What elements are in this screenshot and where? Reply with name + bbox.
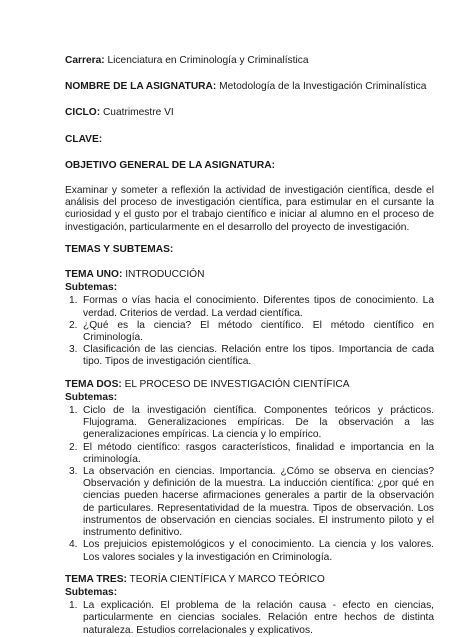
subtemas-label: Subtemas:: [65, 391, 118, 403]
item-text: El método científico: rasgos característicos, finalidad e importancia en la criminología.: [83, 441, 434, 465]
list-item: [65, 442, 434, 466]
asignatura-line: [65, 81, 434, 93]
tema-label: TEMA UNO:: [65, 269, 123, 281]
tema-label: TEMA TRES:: [65, 573, 127, 585]
tema-title: INTRODUCCIÓN: [125, 269, 205, 281]
tema-dos-list: [65, 405, 434, 564]
clave-label: CLAVE:: [65, 133, 103, 145]
tema-uno-list: [65, 295, 434, 368]
item-number: 3.: [69, 466, 78, 478]
ciclo-line: [65, 107, 434, 119]
tema-uno-heading: [65, 269, 434, 281]
item-number: 2.: [69, 319, 78, 331]
item-number: 4.: [69, 539, 78, 551]
tema-title: TEORÍA CIENTÍFICA Y MARCO TEÓRICO: [129, 573, 325, 585]
item-text: ¿Qué es la ciencia? El método científico. El método científico en Criminología.: [83, 319, 434, 344]
list-item: [65, 539, 434, 563]
list-item: [65, 344, 434, 368]
ciclo-value: Cuatrimestre VI: [102, 107, 174, 119]
objetivo-heading: OBJETIVO GENERAL DE LA ASIGNATURA:: [65, 159, 275, 171]
item-text: La explicación. El problema de la relación causa - efecto en ciencias, particularmente en ciencias sociales. Relación entre hechos de distinta naturaleza. Estudios correlacionales y explicativos.: [83, 600, 434, 636]
item-text: Clasificación de las ciencias. Relación entre los tipos. Importancia de cada tipo. Tipos de investigación científica.: [83, 344, 434, 368]
subtemas-label: Subtemas:: [65, 586, 118, 598]
item-number: 1.: [69, 405, 78, 417]
list-item: [65, 600, 434, 637]
item-number: 1.: [69, 600, 78, 612]
item-text: Ciclo de la investigación científica. Componentes teóricos y prácticos. Flujograma. Generalizaciones empíricas. De la observación a las generalizaciones empíricas. La ciencia y lo empírico.: [83, 405, 434, 441]
item-text: Los prejuicios epistemológicos y el conocimiento. La ciencia y los valores. Los valores sociales y la investigación en Criminología.: [83, 539, 434, 563]
clave-line: [65, 134, 434, 146]
tema-tres-heading: [65, 574, 434, 586]
tema-tres-list: [65, 600, 434, 637]
carrera-value: Licenciatura en Criminología y Criminalística: [107, 55, 309, 66]
tema-title: EL PROCESO DE INVESTIGACIÓN CIENTÍFICA: [124, 378, 350, 390]
item-text: Formas o vías hacia el conocimiento. Diferentes tipos de conocimiento. La verdad. Criterios de verdad. La verdad científica.: [83, 295, 434, 319]
carrera-label: Carrera:: [65, 55, 105, 66]
subtemas-label: Subtemas:: [65, 282, 118, 294]
ciclo-label: CICLO:: [65, 107, 101, 119]
asignatura-value: Metodología de la Investigación Criminalística: [219, 81, 427, 93]
asignatura-label: NOMBRE DE LA ASIGNATURA:: [65, 81, 217, 93]
tema-dos-heading: [65, 379, 434, 391]
objetivo-text: Examinar y someter a reflexión la actividad de investigación científica, desde el análisis del proceso de investigación científica, para estimular en el cursante la curiosidad y el gusto por el trabajo científico e iniciar al alumno en el proceso de investigación, particularmente en el desarrollo del proyecto de investigación.: [65, 185, 434, 233]
item-text: La observación en ciencias. Importancia. ¿Cómo se observa en ciencias? Observación y definición de la muestra. La inducción científica: ¿por qué en ciencias pueden hacerse afirmaciones generales a partir de la observación de particulares. Representatividad de la muestra. Tipos de observación. Los instrumentos de observación en ciencias sociales. El instrumento piloto y el instrumento definitivo.: [83, 466, 434, 539]
list-item: [65, 295, 434, 319]
item-number: 2.: [69, 441, 78, 453]
item-number: 1.: [69, 295, 78, 307]
temas-heading: TEMAS Y SUBTEMAS:: [65, 243, 174, 255]
tema-label: TEMA DOS:: [65, 378, 122, 390]
item-number: 3.: [69, 344, 78, 356]
list-item: [65, 405, 434, 442]
list-item: [65, 466, 434, 539]
list-item: [65, 320, 434, 344]
carrera-line: [65, 55, 434, 67]
